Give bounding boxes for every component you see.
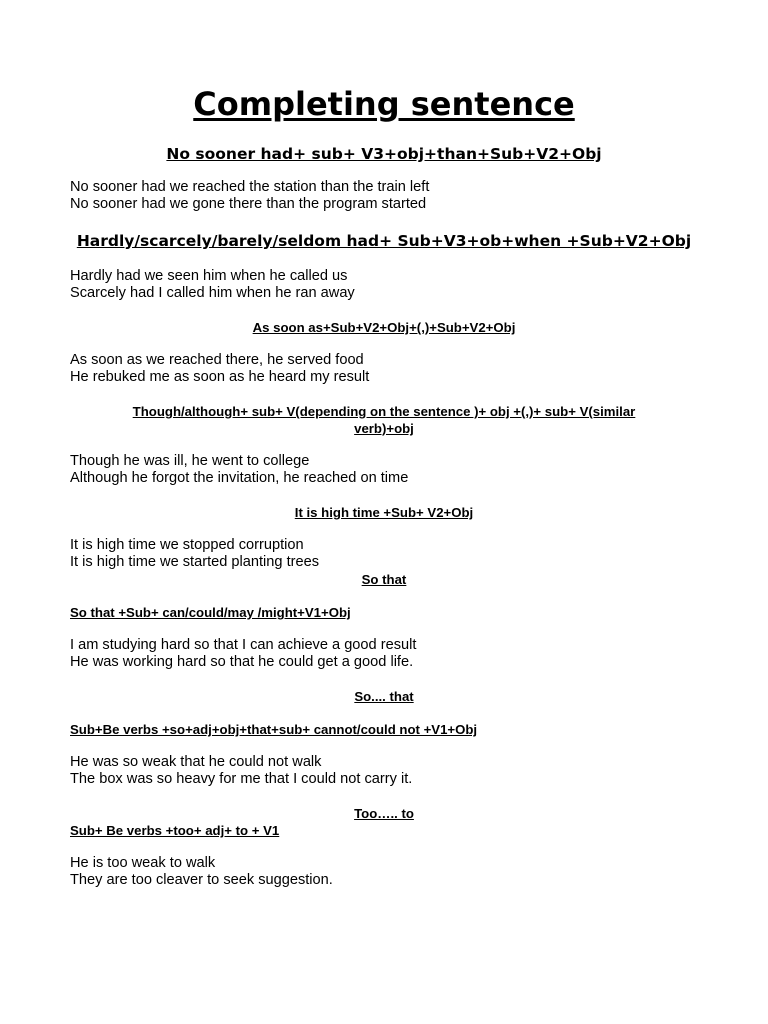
rule-heading-so-adj-that: So.... that [354,689,414,704]
example-sentence: He rebuked me as soon as he heard my result [70,369,370,385]
example-sentence: It is high time we stopped corruption [70,537,304,553]
rule-formula-so-that: So that +Sub+ can/could/may /might+V1+Obj [70,605,351,620]
example-sentence: As soon as we reached there, he served food [70,352,364,368]
rule-heading-too-to: Too….. to [354,806,414,821]
example-sentence: Though he was ill, he went to college [70,453,310,469]
page-title: Completing sentence [193,85,575,123]
rule-heading-hardly: Hardly/scarcely/barely/seldom had+ Sub+V3+ob+when +Sub+V2+Obj [76,232,692,250]
rule-heading-no-sooner: No sooner had+ sub+ V3+obj+than+Sub+V2+Obj [166,145,602,163]
rule-heading-as-soon-as: As soon as+Sub+V2+Obj+(,)+Sub+V2+Obj [252,320,516,335]
example-sentence: The box was so heavy for me that I could not carry it. [70,771,413,787]
example-sentence: He is too weak to walk [70,855,216,871]
example-sentence: No sooner had we reached the station than the train left [70,179,430,195]
example-sentence: It is high time we started planting trees [70,554,320,570]
rule-heading-though: Though/although+ sub+ V(depending on the sentence )+ obj +(,)+ sub+ V(similar verb)+obj [132,404,636,436]
rule-formula-too-to: Sub+ Be verbs +too+ adj+ to + V1 [70,823,280,838]
rule-formula-so-adj-that: Sub+Be verbs +so+adj+obj+that+sub+ cannot/could not +V1+Obj [70,722,478,737]
example-sentence: I am studying hard so that I can achieve a good result [70,637,417,653]
example-sentence: They are too cleaver to seek suggestion. [70,872,333,888]
example-sentence: Hardly had we seen him when he called us [70,268,348,284]
rule-heading-so-that: So that [361,572,407,587]
example-sentence: Scarcely had I called him when he ran away [70,285,355,301]
example-sentence: He was so weak that he could not walk [70,754,322,770]
example-sentence: Although he forgot the invitation, he reached on time [70,470,409,486]
rule-heading-high-time: It is high time +Sub+ V2+Obj [294,505,474,520]
example-sentence: He was working hard so that he could get a good life. [70,654,414,670]
example-sentence: No sooner had we gone there than the program started [70,196,427,212]
